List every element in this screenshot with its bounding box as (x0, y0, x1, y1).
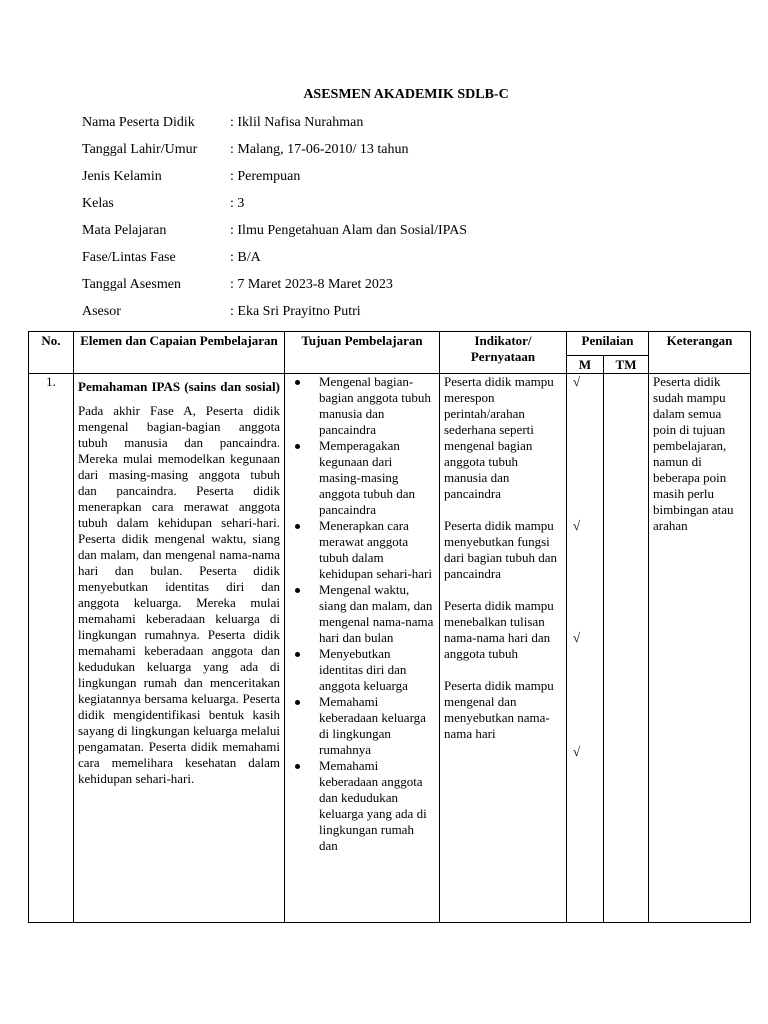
table-row (29, 374, 751, 923)
indikator-item: Peserta didik mampu merespon perintah/arahan sederhana seperti mengenal bagian anggota tubuh manusia dan pancaindra (444, 374, 554, 501)
header-penilaian: Penilaian (567, 332, 649, 356)
info-value: : Malang, 17-06-2010/ 13 tahun (230, 142, 409, 157)
info-label: Fase/Lintas Fase (82, 250, 176, 265)
elemen-title: Pemahaman IPAS (sains dan sosial) (78, 379, 280, 394)
info-label: Tanggal Lahir/Umur (82, 142, 198, 157)
list-item: Mengenal bagian-bagian anggota tubuh manusia dan pancaindra (319, 374, 435, 438)
info-value: : Ilmu Pengetahuan Alam dan Sosial/IPAS (230, 223, 468, 238)
tm-cell (604, 374, 649, 923)
elemen-description: Pada akhir Fase A, Peserta didik mengenal bagian-bagian anggota tubuh manusia dan pancaindra. Mereka mulai memodelkan kegunaan dari masing-masing anggota tubuh dan pancaindra. Peserta didik menerapkan cara merawat anggota tubuh dalam kehidupan sehari-hari. Peserta didik mengenal waktu, siang dan malam, dan mengenal nama-nama hari dan bulan. Peserta didik menyebutkan identitas diri dan anggota keluarga. Mereka mulai memahami keberadaan keluarga di lingkungan rumahnya. Peserta didik memahami keberadaan anggota dan kedudukan keluarga yang ada di lingkungan rumah dan menceritakan kegiatannya bersama keluarga. Peserta didik mengidentifikasi bentuk kasih sayang di lingkungan keluarga melalui pengamatan. Peserta didik memahami cara memelihara kesehatan dalam kehidupan sehari-hari. (78, 403, 280, 786)
info-row-phase (82, 250, 467, 277)
student-info (82, 115, 467, 331)
info-label: Mata Pelajaran (82, 223, 167, 238)
elemen-cell (74, 374, 285, 923)
indikator-item: Peserta didik mampu mengenal dan menyebutkan nama-nama hari (444, 678, 554, 741)
info-label: Asesor (82, 304, 121, 319)
document-title: ASESMEN AKADEMIK SDLB-C (303, 87, 509, 102)
info-label: Nama Peserta Didik (82, 115, 195, 130)
info-value: : Eka Sri Prayitno Putri (230, 304, 361, 319)
info-row-date (82, 277, 467, 304)
info-row-class (82, 196, 467, 223)
info-value: : B/A (230, 250, 261, 265)
indikator-item: Peserta didik mampu menebalkan tulisan nama-nama hari dan anggota tubuh (444, 598, 554, 661)
list-item: Menyebutkan identitas diri dan anggota keluarga (319, 646, 435, 694)
check-mark: √ (573, 630, 581, 645)
list-item: Mengenal waktu, siang dan malam, dan mengenal nama-nama hari dan bulan (319, 582, 434, 645)
header-tm: TM (604, 356, 649, 374)
keterangan-cell: Peserta didik sudah mampu dalam semua poin di tujuan pembelajaran, namun di beberapa poin masih perlu bimbingan atau arahan (649, 374, 751, 923)
list-item: Memperagakan kegunaan dari masing-masing anggota tubuh dan pancaindra (319, 438, 435, 518)
header-elemen: Elemen dan Capaian Pembelajaran (74, 332, 285, 374)
header-m: M (567, 356, 604, 374)
tujuan-list (289, 374, 435, 854)
info-row-gender (82, 169, 467, 196)
m-cell (567, 374, 604, 923)
indikator-item: Peserta didik mampu menyebutkan fungsi dari bagian tubuh dan pancaindra (444, 518, 557, 581)
info-row-name (82, 115, 467, 142)
list-item: Menerapkan cara merawat anggota tubuh dalam kehidupan sehari-hari (319, 518, 435, 582)
info-value: : Perempuan (230, 169, 301, 184)
header-keterangan: Keterangan (649, 332, 751, 374)
tujuan-cell (285, 374, 440, 923)
info-label: Kelas (82, 196, 114, 211)
list-item: Memahami keberadaan keluarga di lingkungan rumahnya (319, 694, 435, 758)
info-row-assessor (82, 304, 467, 331)
info-value: : 3 (230, 196, 245, 211)
info-value: : 7 Maret 2023-8 Maret 2023 (230, 277, 393, 292)
row-number: 1. (29, 374, 74, 923)
header-indikator: Indikator/ Pernyataan (440, 332, 567, 374)
check-mark: √ (573, 518, 581, 533)
info-row-birth (82, 142, 467, 169)
header-no: No. (29, 332, 74, 374)
info-label: Tanggal Asesmen (82, 277, 181, 292)
check-mark: √ (573, 744, 581, 759)
assessment-table (28, 331, 751, 923)
list-item: Memahami keberadaan anggota dan kedudukan keluarga yang ada di lingkungan rumah dan (319, 758, 435, 854)
check-mark: √ (573, 374, 581, 389)
info-value: : Iklil Nafisa Nurahman (230, 115, 364, 130)
header-tujuan: Tujuan Pembelajaran (285, 332, 440, 374)
info-label: Jenis Kelamin (82, 169, 162, 184)
info-row-subject (82, 223, 467, 250)
indikator-cell (440, 374, 567, 923)
